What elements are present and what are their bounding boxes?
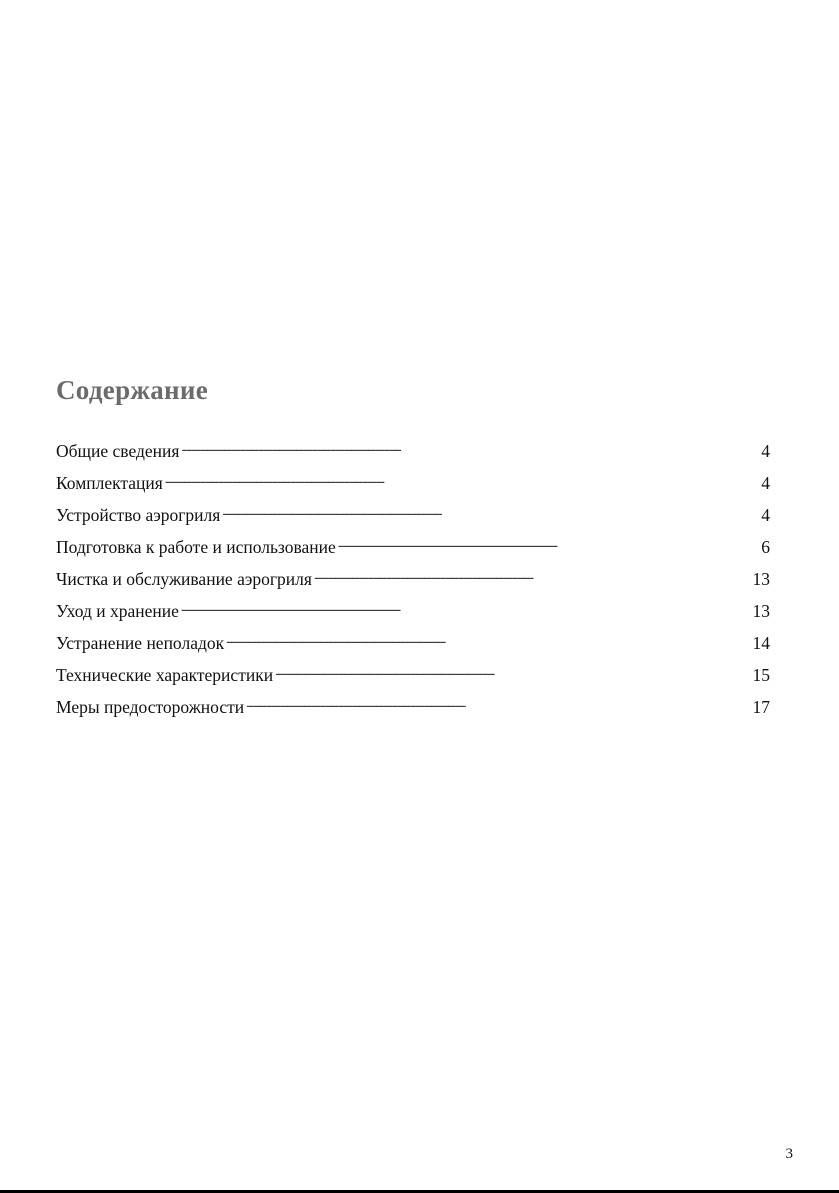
toc-dot-leader: [246, 693, 748, 713]
toc-entry-page: 4: [761, 473, 770, 493]
toc-entry-page: 14: [752, 633, 770, 653]
toc-entry-safety[interactable]: [56, 693, 770, 725]
page-number: 3: [785, 1146, 793, 1162]
toc-dot-leader: [222, 501, 756, 521]
toc-entry-label: Уход и хранение: [56, 601, 179, 621]
toc-entry-label: Устройство аэрогриля: [56, 505, 221, 525]
toc-entry-page: 4: [761, 505, 770, 525]
toc-entry-contents[interactable]: [56, 469, 770, 501]
toc-list: [56, 437, 770, 725]
toc-entry-label: Устранение неполадок: [56, 633, 225, 653]
toc-entry-label: Технические характеристики: [56, 665, 274, 685]
toc-dot-leader: [275, 661, 748, 681]
toc-entry-general-info[interactable]: [56, 437, 770, 469]
toc-entry-page: 15: [752, 665, 770, 685]
toc-dot-leader: [226, 629, 748, 649]
toc-entry-page: 6: [761, 537, 770, 557]
toc-dot-leader: [338, 533, 756, 553]
toc-entry-cleaning[interactable]: [56, 565, 770, 597]
toc-dot-leader: [181, 437, 756, 457]
toc-entry-preparation[interactable]: [56, 533, 770, 565]
toc-entry-page: 4: [761, 441, 770, 461]
toc-entry-page: 13: [752, 569, 770, 589]
toc-entry-care-storage[interactable]: [56, 597, 770, 629]
toc-entry-label: Чистка и обслуживание аэрогриля: [56, 569, 312, 589]
toc-entry-page: 13: [752, 601, 770, 621]
toc-entry-label: Подготовка к работе и использование: [56, 537, 336, 557]
toc-entry-troubleshooting[interactable]: [56, 629, 770, 661]
toc-dot-leader: [314, 565, 749, 585]
toc-entry-label: Комплектация: [56, 473, 163, 493]
toc-entry-specifications[interactable]: [56, 661, 770, 693]
toc-entry-page: 17: [752, 697, 770, 717]
toc-dot-leader: [181, 597, 749, 617]
toc-entry-label: Общие сведения: [56, 441, 180, 461]
toc-entry-label: Меры предосторожности: [56, 697, 245, 717]
toc-title: Содержание: [56, 375, 209, 405]
toc-dot-leader: [165, 469, 756, 489]
toc-entry-device[interactable]: [56, 501, 770, 533]
